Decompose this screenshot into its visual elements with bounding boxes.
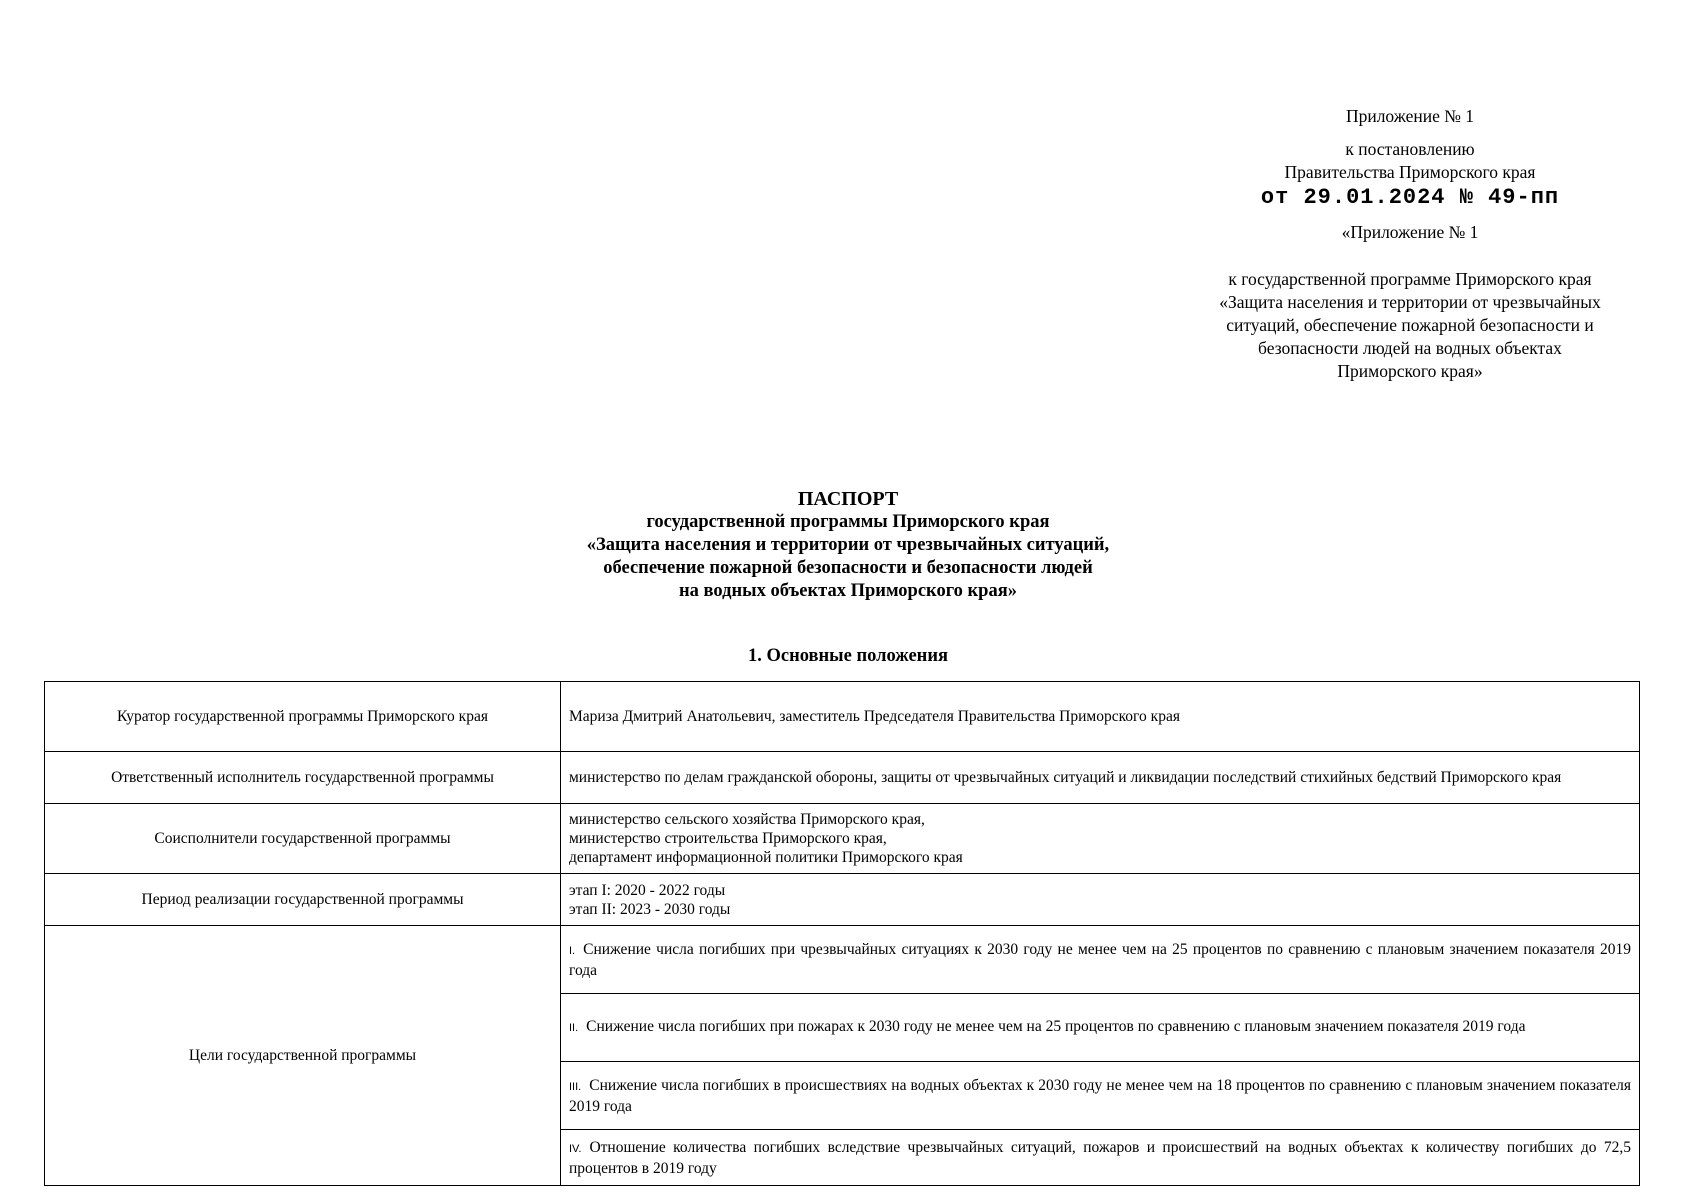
appendix-quote: «Приложение № 1 bbox=[1341, 222, 1479, 242]
table-row bbox=[45, 874, 1640, 926]
program-line: к государственной программе Приморского края bbox=[1228, 269, 1592, 289]
section-title: 1. Основные положения bbox=[747, 646, 949, 666]
goal-number: IV. bbox=[569, 1142, 582, 1155]
curator-label: Куратор государственной программы Приморского края bbox=[45, 682, 561, 752]
period-line: этап I: 2020 - 2022 годы bbox=[569, 881, 726, 899]
coexecutors-label: Соисполнители государственной программы bbox=[45, 804, 561, 874]
order-number: от 29.01.2024 № 49-пп bbox=[1260, 185, 1560, 210]
coexecutor-line: департамент информационной политики Приморского края bbox=[569, 849, 963, 866]
passport-line: «Защита населения и территории от чрезвычайных ситуаций, bbox=[586, 535, 1110, 555]
to-resolution: к постановлению bbox=[1345, 139, 1475, 159]
goal-number: II. bbox=[569, 1022, 579, 1034]
program-line: «Защита населения и территории от чрезвычайных bbox=[1219, 292, 1601, 312]
goal-text: Снижение числа погибших в происшествиях на водных объектах к 2030 году не менее чем на 18 процентов по сравнению с плановым значением показателя 2019 года bbox=[569, 1076, 1631, 1115]
goal-item bbox=[561, 994, 1640, 1062]
table-row bbox=[45, 752, 1640, 804]
goals-label: Цели государственной программы bbox=[45, 926, 561, 1186]
goal-item bbox=[561, 1130, 1640, 1186]
passport-line: на водных объектах Приморского края» bbox=[679, 581, 1017, 601]
program-line: Приморского края» bbox=[1337, 361, 1483, 381]
period-label: Период реализации государственной программы bbox=[45, 874, 561, 926]
government-name: Правительства Приморского края bbox=[1284, 162, 1536, 182]
passport-heading bbox=[0, 488, 1696, 603]
responsible-label: Ответственный исполнитель государственной программы bbox=[45, 752, 561, 804]
appendix-number: Приложение № 1 bbox=[1345, 106, 1475, 126]
period-line: этап II: 2023 - 2030 годы bbox=[569, 900, 731, 918]
goal-item bbox=[561, 926, 1640, 994]
table-row bbox=[45, 682, 1640, 752]
appendix-header bbox=[1150, 105, 1670, 383]
program-line: безопасности людей на водных объектах bbox=[1258, 338, 1562, 358]
coexecutor-line: министерство сельского хозяйства Приморского края, bbox=[569, 811, 925, 828]
period-value bbox=[561, 874, 1640, 926]
curator-value: Мариза Дмитрий Анатольевич, заместитель Председателя Правительства Приморского края bbox=[561, 682, 1640, 752]
table-row bbox=[45, 926, 1640, 994]
passport-line: обеспечение пожарной безопасности и безопасности людей bbox=[603, 558, 1093, 578]
goal-number: III. bbox=[569, 1080, 582, 1093]
program-reference bbox=[1150, 268, 1670, 383]
coexecutor-line: министерство строительства Приморского края, bbox=[569, 830, 887, 847]
goal-item bbox=[561, 1062, 1640, 1130]
goal-number: I. bbox=[569, 944, 576, 957]
program-line: ситуаций, обеспечение пожарной безопасности и bbox=[1226, 315, 1594, 335]
passport-table bbox=[44, 681, 1640, 1186]
goal-text: Снижение числа погибших при чрезвычайных ситуациях к 2030 году не менее чем на 25 процентов по сравнению с плановым значением показателя 2019 года bbox=[569, 940, 1631, 979]
goal-text: Снижение числа погибших при пожарах к 2030 году не менее чем на 25 процентов по сравнению с плановым значением показателя 2019 года bbox=[586, 1018, 1526, 1035]
goal-text: Отношение количества погибших вследствие чрезвычайных ситуаций, пожаров и происшествий на водных объектах к количеству погибших до 72,5 процентов в 2019 году bbox=[569, 1138, 1631, 1177]
coexecutors-value bbox=[561, 804, 1640, 874]
responsible-value: министерство по делам гражданской обороны, защиты от чрезвычайных ситуаций и ликвидации последствий стихийных бедствий Приморского края bbox=[561, 752, 1640, 804]
passport-title: ПАСПОРТ bbox=[797, 488, 899, 510]
passport-line: государственной программы Приморского края bbox=[646, 512, 1050, 532]
table-row bbox=[45, 804, 1640, 874]
